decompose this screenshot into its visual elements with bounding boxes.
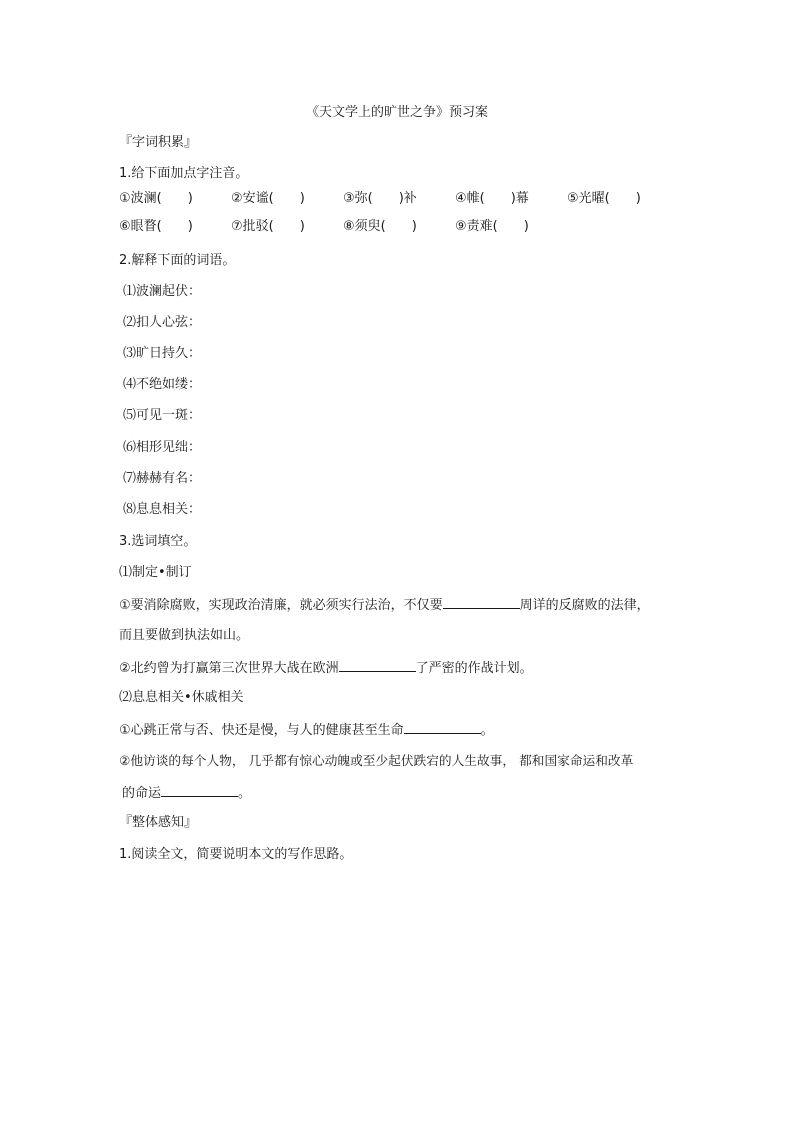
section-heading-overall: 『整体感知』	[119, 815, 198, 830]
pinyin-item: ⑨责难( )	[455, 219, 529, 234]
pinyin-item: ③弥( )补	[343, 191, 417, 206]
fill-sentence: ①心跳正常与否、快还是慢，与人的健康甚至生命 。	[119, 720, 494, 740]
pinyin-item: ①波澜( )	[119, 191, 193, 206]
page-title: 《天文学上的旷世之争》预习案	[305, 105, 488, 120]
term-item: ⑸可见一斑：	[123, 408, 202, 423]
pinyin-item: ⑦批驳( )	[231, 219, 305, 234]
question-3-prompt: 3.选词填空。	[119, 534, 197, 549]
question-4-prompt: 1.阅读全文，简要说明本文的写作思路。	[119, 847, 353, 862]
question-2-prompt: 2.解释下面的词语。	[119, 253, 236, 268]
term-item: ⑺赫赫有名：	[123, 471, 202, 486]
term-item: ⑹相形见绌：	[123, 440, 202, 455]
fill-sentence-continued: 而且要做到执法如山。	[119, 628, 250, 643]
answer-blank	[339, 658, 416, 672]
word-pair-label: ⑵息息相关•休戚相关	[119, 690, 244, 705]
word-pair-label: ⑴制定•制订	[119, 565, 192, 580]
question-1-prompt: 1.给下面加点字注音。	[119, 166, 249, 181]
pinyin-item: ⑧须臾( )	[343, 219, 417, 234]
pinyin-item: ④帷( )幕	[455, 191, 529, 206]
fill-sentence: ②北约曾为打赢第三次世界大战在欧洲 了严密的作战计划。	[119, 658, 533, 678]
pinyin-item: ②安谧( )	[231, 191, 305, 206]
term-item: ⑵扣人心弦：	[123, 315, 202, 330]
pinyin-item: ⑤光曜( )	[567, 191, 641, 206]
term-item: ⑶旷日持久：	[123, 346, 202, 361]
term-item: ⑻息息相关：	[123, 502, 202, 517]
fill-sentence-continued: 的命运 。	[122, 783, 251, 803]
fill-sentence: ①要消除腐败，实现政治清廉，就必须实行法治，不仅要 周详的反腐败的法律，	[119, 595, 650, 615]
answer-blank	[404, 720, 481, 734]
answer-blank	[161, 783, 238, 797]
term-item: ⑷不绝如缕：	[123, 377, 202, 392]
pinyin-item: ⑥眼瞀( )	[119, 219, 193, 234]
fill-sentence: ②他访谈的每个人物， 几乎都有惊心动魄或至少起伏跌宕的人生故事， 都和国家命运和改革	[119, 753, 634, 768]
term-item: ⑴波澜起伏：	[123, 284, 202, 299]
answer-blank	[443, 595, 520, 609]
section-heading-vocabulary: 『字词积累』	[119, 135, 198, 150]
